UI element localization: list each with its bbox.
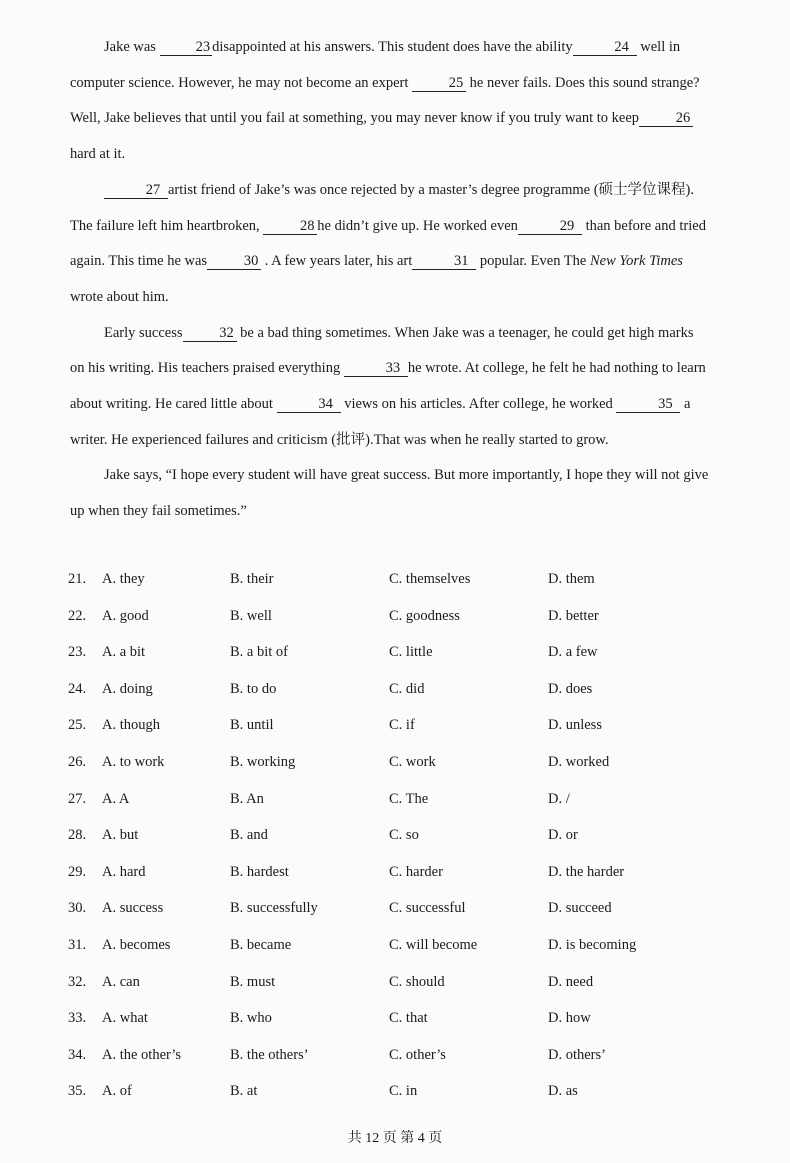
- option-d: D. does: [548, 680, 593, 697]
- question-row: [68, 1039, 728, 1076]
- option-d: D. is becoming: [548, 936, 637, 953]
- text: hard at it.: [70, 146, 126, 163]
- option-b: B. a bit of: [230, 644, 288, 661]
- question-row: [68, 709, 728, 746]
- option-b: B. the others’: [230, 1046, 309, 1063]
- option-b: B. working: [230, 753, 296, 770]
- question-row: [68, 563, 728, 600]
- question-number: 21.: [68, 571, 87, 587]
- text: Jake was: [104, 39, 160, 55]
- option-c: C. did: [389, 680, 425, 697]
- text: be a bad thing sometimes. When Jake was a teenager, he could get high marks on his writing. His teachers praised everything: [70, 324, 694, 377]
- question-number: 24.: [68, 680, 87, 697]
- option-b: B. became: [230, 936, 292, 953]
- option-d: D. a few: [548, 644, 598, 661]
- option-a: A. good: [102, 607, 149, 624]
- option-d: D. need: [548, 973, 594, 990]
- paragraph-1: [70, 30, 710, 173]
- option-d: D. them: [548, 571, 595, 587]
- option-d: D. as: [548, 1083, 578, 1100]
- option-c: C. should: [389, 973, 445, 990]
- option-c: C. that: [389, 1010, 428, 1027]
- option-a: A. what: [102, 1010, 148, 1027]
- page-footer: 共 12 页 第 4 页: [347, 1131, 443, 1146]
- option-d: D. the harder: [548, 863, 625, 880]
- option-a: A. can: [102, 973, 140, 990]
- question-row: [68, 892, 728, 929]
- question-row: [68, 600, 728, 637]
- blank-32: 32: [183, 325, 237, 342]
- option-c: C. in: [389, 1083, 418, 1100]
- option-b: B. at: [230, 1083, 258, 1100]
- text: he didn’t give up. He worked even: [317, 217, 518, 234]
- option-a: A. of: [102, 1083, 132, 1100]
- question-number: 25.: [68, 717, 87, 734]
- blank-30: 30: [207, 253, 261, 270]
- question-number: 28.: [68, 827, 87, 844]
- option-c: C. The: [389, 790, 429, 807]
- question-number: 32.: [68, 973, 87, 990]
- option-a: A. but: [102, 827, 139, 844]
- question-row: [68, 856, 728, 893]
- blank-35: 35: [616, 396, 680, 413]
- question-number: 29.: [68, 863, 87, 880]
- blank-31: 31: [412, 253, 476, 270]
- paragraph-4: Jake says, “I hope every student will have great success. But more importantly, I hope they will not give up when they fail sometimes.”: [70, 467, 709, 520]
- text: he wrote. At college, he felt he had nothing to learn about writing. He cared little about: [70, 360, 706, 413]
- blank-23: 23: [160, 39, 213, 56]
- option-c: C. little: [389, 644, 433, 661]
- blank-24: 24: [573, 39, 637, 56]
- blank-28: 28: [263, 218, 317, 235]
- option-a: A. the other’s: [102, 1046, 182, 1063]
- blank-34: 34: [277, 396, 341, 413]
- option-a: A. A: [102, 790, 130, 807]
- option-c: C. harder: [389, 863, 443, 880]
- option-b: B. successfully: [230, 900, 318, 917]
- option-c: C. work: [389, 753, 436, 770]
- option-a: A. a bit: [102, 644, 146, 661]
- option-d: D. succeed: [548, 900, 612, 917]
- option-d: D. others’: [548, 1046, 606, 1063]
- option-c: C. other’s: [389, 1046, 446, 1063]
- option-a: A. hard: [102, 863, 146, 880]
- blank-33: 33: [344, 360, 408, 377]
- option-d: D. or: [548, 827, 578, 844]
- option-a: A. success: [102, 900, 164, 917]
- question-number: 23.: [68, 644, 87, 661]
- option-c: C. successful: [389, 900, 466, 917]
- text: wrote about him.: [70, 288, 169, 305]
- question-number: 34.: [68, 1046, 87, 1063]
- text: disappointed at his answers. This student does have the ability: [212, 39, 573, 55]
- option-b: B. hardest: [230, 863, 289, 880]
- option-a: A. doing: [102, 680, 153, 697]
- question-row: [68, 636, 728, 673]
- question-number: 33.: [68, 1010, 87, 1027]
- option-b: B. to do: [230, 680, 277, 697]
- blank-26: 26: [639, 110, 693, 127]
- text: a writer. He experienced failures and criticism (批评).That was when he really started to grow.: [70, 396, 691, 448]
- option-d: D. better: [548, 607, 599, 624]
- option-d: D. /: [548, 790, 570, 807]
- question-row: [68, 746, 728, 783]
- option-d: D. worked: [548, 753, 610, 770]
- option-a: A. though: [102, 717, 160, 734]
- text: views on his articles. After college, he worked: [340, 396, 617, 413]
- text: popular. Even The: [476, 253, 590, 270]
- cloze-passage: [70, 30, 710, 530]
- option-c: C. goodness: [389, 607, 460, 624]
- question-row: [68, 1002, 728, 1039]
- option-a: A. they: [102, 571, 145, 587]
- blank-27: 27: [104, 182, 168, 199]
- text: than before and tried again. This time he was: [70, 217, 706, 270]
- option-d: D. how: [548, 1010, 591, 1027]
- option-b: B. An: [230, 790, 264, 807]
- blank-25: 25: [412, 75, 466, 92]
- answer-options: [68, 563, 728, 1112]
- text: artist friend of Jake’s was once rejected by a master’s degree programme (硕士学位课程). The failure left him heartbroken,: [70, 181, 694, 234]
- question-number: 26.: [68, 753, 87, 770]
- option-b: B. must: [230, 973, 276, 990]
- paragraph-2: [70, 173, 710, 316]
- option-c: C. if: [389, 717, 415, 734]
- question-number: 30.: [68, 900, 87, 917]
- option-b: B. who: [230, 1010, 272, 1027]
- option-b: B. and: [230, 827, 268, 844]
- option-d: D. unless: [548, 717, 602, 734]
- paragraph-3: [70, 316, 710, 459]
- question-row: [68, 1075, 728, 1112]
- text: Early success: [104, 324, 183, 341]
- option-a: A. becomes: [102, 936, 171, 953]
- option-c: C. themselves: [389, 571, 471, 587]
- question-row: [68, 673, 728, 710]
- option-c: C. so: [389, 827, 419, 844]
- question-number: 31.: [68, 936, 87, 953]
- option-c: C. will become: [389, 936, 478, 953]
- option-a: A. to work: [102, 753, 165, 770]
- question-row: [68, 929, 728, 966]
- question-number: 27.: [68, 790, 87, 807]
- newspaper-title: New York Times: [589, 253, 683, 270]
- question-row: [68, 966, 728, 1003]
- text: he never fails. Does this sound strange? Well, Jake believes that until you fail at something, you may never know if you truly want to keep: [70, 74, 700, 127]
- question-row: [68, 819, 728, 856]
- option-b: B. their: [230, 571, 274, 587]
- question-number: 22.: [68, 607, 87, 624]
- text: well in computer science. However, he may not become an expert: [70, 39, 681, 91]
- option-b: B. until: [230, 717, 274, 734]
- option-b: B. well: [230, 607, 272, 624]
- question-number: 35.: [68, 1083, 87, 1100]
- question-row: [68, 783, 728, 820]
- text: . A few years later, his art: [261, 253, 413, 270]
- blank-29: 29: [518, 218, 582, 235]
